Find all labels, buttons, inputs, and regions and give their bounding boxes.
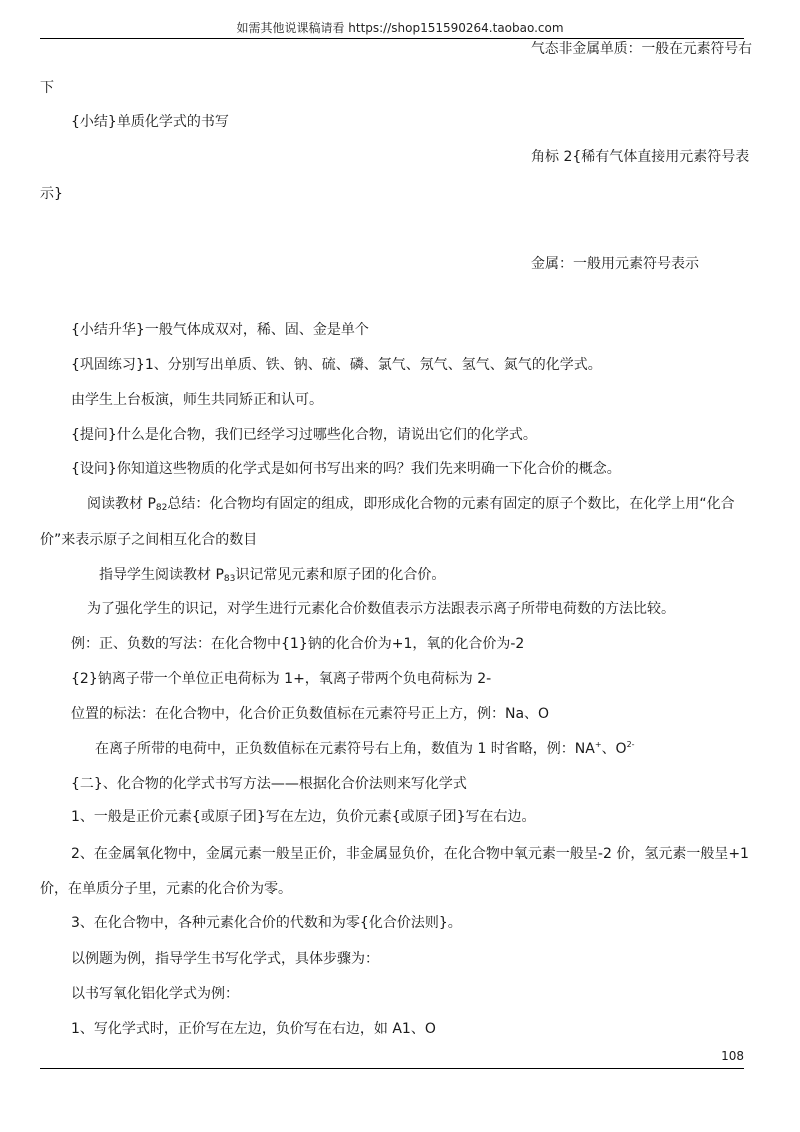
text-line: {提问}什么是化合物，我们已经学习过哪些化合物，请说出它们的化学式。 bbox=[71, 427, 537, 443]
text-line bbox=[99, 566, 445, 584]
text-line: {设问}你知道这些物质的化学式是如何书写出来的吗？我们先来明确一下化合价的概念。 bbox=[71, 461, 621, 477]
text-line: 以例题为例，指导学生书写化学式，具体步骤为： bbox=[71, 951, 379, 967]
charge-superscript: 2- bbox=[626, 740, 635, 749]
text-line: 例：正、负数的写法：在化合物中{1}钠的化合价为+1，氧的化合价为-2 bbox=[71, 636, 525, 652]
page-ref-subscript: 82 bbox=[155, 503, 168, 513]
text-line: 位置的标法：在化合物中，化合价正负数值标在元素符号正上方，例：Na、O bbox=[71, 706, 550, 722]
page-ref-subscript: 83 bbox=[223, 574, 236, 584]
text-line: {小结}单质化学式的书写 bbox=[71, 114, 229, 130]
text-line: {小结升华}一般气体成双对，稀、固、金是单个 bbox=[71, 322, 369, 338]
text-line: 以书写氧化铝化学式为例： bbox=[71, 986, 239, 1002]
text-line: 为了强化学生的识记，对学生进行元素化合价数值表示方法跟表示离子所带电荷数的方法比较。 bbox=[87, 601, 675, 617]
text-line: 金属：一般用元素符号表示 bbox=[531, 256, 699, 272]
text-line: 1、写化学式时，正价写在左边，负价写在右边，如 A1、O bbox=[71, 1021, 436, 1037]
page-number: 108 bbox=[721, 1049, 744, 1063]
text-line: 下 bbox=[40, 80, 54, 96]
text-line: 示} bbox=[40, 186, 63, 202]
text-line: 2、在金属氧化物中，金属元素一般呈正价，非金属显负价，在化合物中氧元素一般呈-2 价，氢元素一般呈+1 bbox=[71, 846, 749, 862]
text-line: {巩固练习}1、分别写出单质、铁、钠、硫、磷、氯气、氖气、氢气、氮气的化学式。 bbox=[71, 357, 602, 373]
text-run: 识记常见元素和原子团的化合价。 bbox=[235, 567, 446, 583]
text-run: 在离子所带的电荷中，正负数值标在元素符号右上角，数值为 1 时省略，例：NA bbox=[95, 741, 595, 757]
page-header: 如需其他说课稿请看 https://shop151590264.taobao.com bbox=[236, 21, 564, 35]
text-line: 1、一般是正价元素{或原子团}写在左边，负价元素{或原子团}写在右边。 bbox=[71, 809, 536, 825]
text-line bbox=[87, 495, 735, 513]
text-line: 气态非金属单质：一般在元素符号右 bbox=[531, 41, 752, 57]
text-line: 由学生上台板演，师生共同矫正和认可。 bbox=[71, 392, 323, 408]
text-line: {二}、化合物的化学式书写方法——根据化合价法则来写化学式 bbox=[71, 776, 467, 792]
text-run: 指导学生阅读教材 P bbox=[99, 567, 224, 583]
text-line: 角标 2{稀有气体直接用元素符号表 bbox=[531, 149, 750, 165]
text-line: 价”来表示原子之间相互化合的数目 bbox=[40, 532, 258, 548]
text-run: 总结：化合物均有固定的组成，即形成化合物的元素有固定的原子个数比，在化学上用“化合 bbox=[167, 496, 735, 512]
charge-superscript: + bbox=[594, 740, 602, 749]
text-line: {2}钠离子带一个单位正电荷标为 1+，氧离子带两个负电荷标为 2- bbox=[71, 671, 492, 687]
header-rule bbox=[40, 38, 744, 39]
footer-rule bbox=[40, 1068, 744, 1069]
text-line bbox=[95, 740, 635, 758]
text-line: 价，在单质分子里，元素的化合价为零。 bbox=[40, 881, 292, 897]
text-run: 阅读教材 P bbox=[87, 496, 156, 512]
text-line: 3、在化合物中，各种元素化合价的代数和为零{化合价法则}。 bbox=[71, 915, 462, 931]
text-run: 、O bbox=[601, 741, 627, 757]
